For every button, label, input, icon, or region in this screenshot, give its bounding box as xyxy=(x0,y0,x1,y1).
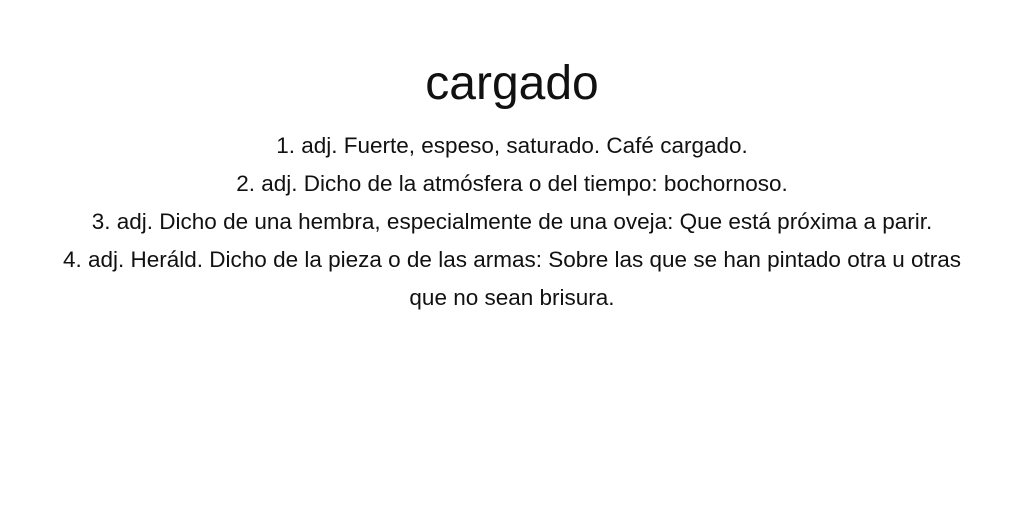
definition-item: 1. adj. Fuerte, espeso, saturado. Café cargado. xyxy=(276,133,748,158)
headword: cargado xyxy=(425,57,599,110)
definition-item: 2. adj. Dicho de la atmósfera o del tiempo: bochornoso. xyxy=(236,171,788,196)
definition-list xyxy=(62,127,962,317)
definition-item: 3. adj. Dicho de una hembra, especialmente de una oveja: Que está próxima a parir. xyxy=(91,209,933,234)
definition-item: 4. adj. Heráld. Dicho de la pieza o de las armas: Sobre las que se han pintado otra u otras que no sean brisura. xyxy=(62,247,962,310)
